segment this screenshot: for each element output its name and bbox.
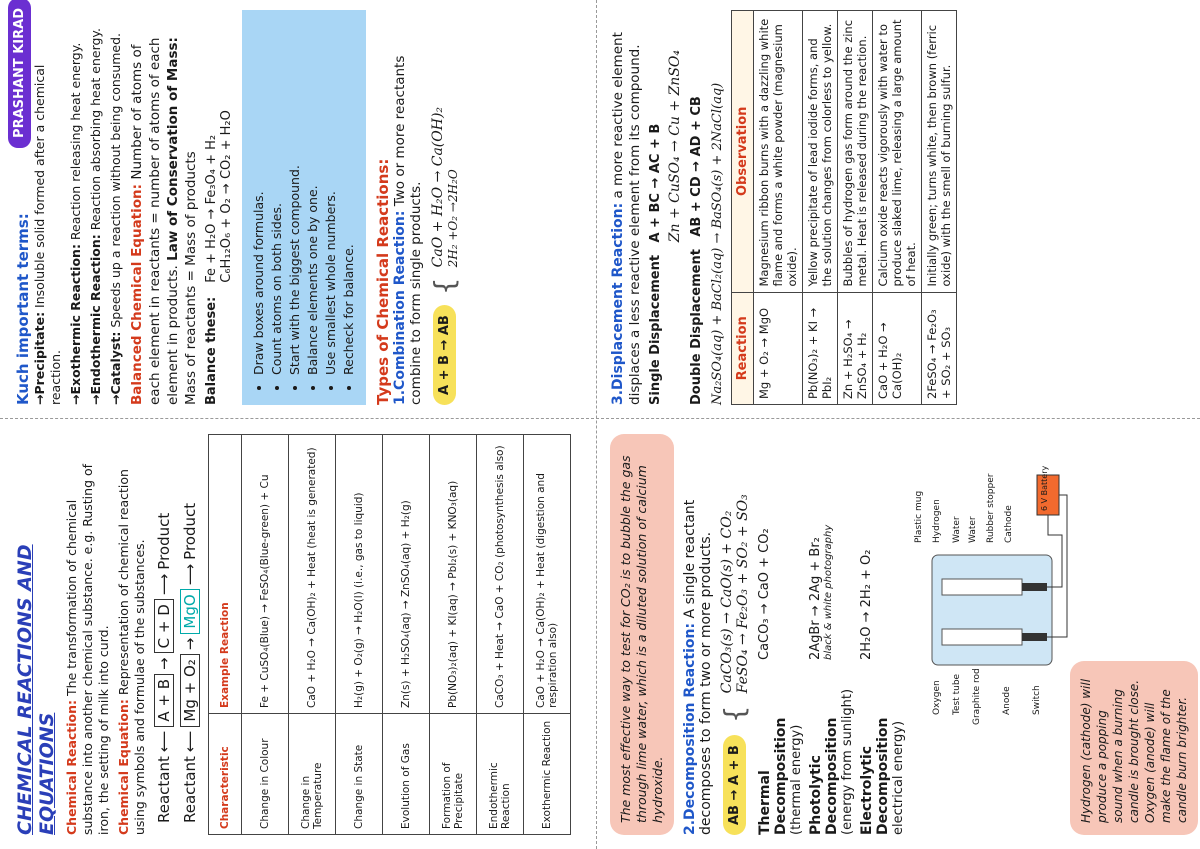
table-cell: CaO + H₂O → Ca(OH)₂: [873, 292, 922, 404]
term-label: →Precipitate:: [32, 311, 47, 405]
term-item: [108, 10, 124, 405]
brace-icon: {: [718, 705, 751, 724]
disp-title: 3.Displacement Reaction:: [610, 202, 626, 405]
balance-eq: C₆H₁₂O₆ + O₂ → CO₂ + H₂O: [219, 110, 234, 283]
flow-generic: [154, 434, 174, 823]
table-row: [922, 11, 957, 405]
horizontal-divider: [596, 0, 597, 849]
term-item: [88, 10, 104, 405]
balance-eq: Fe + H₂O → Fe₃O₄ + H₂: [204, 134, 219, 283]
co2-test-note: The most effective way to test for CO₂ is to bubble the gas through lime water, which is a diluted solution of calcium hydroxide.: [610, 434, 674, 835]
table-cell: Mg + O₂ → MgO: [754, 292, 803, 404]
table-row: [754, 11, 803, 405]
table-cell: H₂(g) + O₂(g) → H₂O(l) (i.e., gas to liquid): [336, 435, 383, 714]
chem-equation-def: [116, 434, 148, 835]
flow-reactant: Reactant: [181, 756, 199, 823]
flow-box-b: MgO: [180, 589, 200, 633]
flow-reactant: Reactant: [155, 756, 173, 823]
page-title: CHEMICAL REACTIONS AND EQUATIONS: [14, 544, 58, 835]
flow-box-a: A + B: [154, 674, 174, 727]
decomp-title: 2.Decomposition Reaction:: [682, 622, 698, 835]
chem-reaction-label: Chemical Reaction:: [64, 699, 79, 835]
table-cell: Magnesium ribbon burns with a dazzling white flame and forms a white powder (magnesium oxide).: [754, 11, 803, 293]
type-name: Thermal Decomposition: [757, 717, 789, 835]
table-row: [289, 435, 336, 835]
comb-pill: A + B → AB: [433, 305, 456, 405]
table-row: [803, 11, 838, 405]
intro-pane: [0, 422, 593, 849]
decomp-def: [682, 434, 714, 835]
decomp-type-eq-wrap: [808, 525, 834, 660]
comb-general: [428, 10, 461, 405]
type-sub: (thermal energy): [789, 724, 804, 835]
table-header: Example Reaction: [209, 435, 242, 714]
double-label: Double Displacement: [689, 249, 704, 405]
single-label: Single Displacement: [648, 254, 663, 405]
table-cell: Formation of Precipitate: [430, 714, 477, 835]
term-label: →Endothermic Reaction:: [88, 234, 103, 405]
observation-table: [731, 10, 957, 405]
arrow-right-icon: ⟶: [181, 563, 199, 586]
decomp-type-name: [757, 660, 804, 835]
flow-product: Product: [181, 502, 199, 560]
table-header: Reaction: [732, 292, 754, 404]
electrolysis-apparatus: [912, 434, 1082, 835]
label-plastic-mug: Plastic mug: [914, 490, 924, 543]
decomp-text: A single reactant decomposes to form two or more products.: [682, 499, 714, 835]
terms-title: Kuch important terms:: [14, 213, 32, 405]
table-row: [336, 435, 383, 835]
balancing-tips: [242, 10, 366, 405]
table-cell: CaCO₃ + Heat → CaO + CO₂ (photosynthesis also): [477, 435, 524, 714]
tip-item: • Start with the biggest compound.: [286, 22, 304, 375]
table-row: [524, 435, 571, 835]
type-name: Photolytic Decomposition: [808, 717, 840, 835]
single-example: Zn + CuSO₄ → Cu + ZnSO₄: [667, 50, 683, 243]
table-cell: Initially green; turns white, then brown (ferric oxide) with the smell of burning sulfur.: [922, 11, 957, 293]
arrow-right-icon: ⟶: [155, 573, 173, 596]
law-text: Mass of reactants = Mass of products: [183, 151, 199, 405]
comb-title: 1.Combination Reaction:: [392, 210, 408, 405]
electrolysis-note: Hydrogen (cathode) will produce a popping sound when a burning candle is brought close. Oxygen (anode) will make the flame of the candle burn brighter.: [1070, 661, 1198, 835]
table-header-row: [732, 11, 754, 405]
arrow-right-icon: →: [181, 637, 199, 651]
arrow-left-icon: ⟵: [155, 730, 173, 753]
term-label: →Catalyst:: [108, 331, 123, 405]
balance-these-label: Balance these:: [204, 296, 219, 405]
comb-eq: 2H₂ +O₂ →2H₂O: [445, 169, 460, 268]
table-cell: Change in State: [336, 714, 383, 835]
comb-examples: [430, 107, 460, 267]
arrow-left-icon: ⟵: [181, 730, 199, 753]
term-text: Reaction absorbing heat energy.: [88, 27, 103, 231]
table-cell: Change in Temperature: [289, 714, 336, 835]
test-tube-left: [942, 629, 1022, 645]
electrolysis-diagram: [912, 435, 1082, 835]
chem-reaction-def: [64, 434, 112, 835]
decomp-type-thermal: [757, 434, 804, 835]
table-header: Observation: [732, 11, 754, 293]
displacement-pane: [600, 0, 1200, 415]
double-disp: [689, 10, 704, 405]
term-text: Insoluble solid formed after a chemical reaction.: [32, 64, 63, 405]
disp-def: [610, 10, 644, 405]
tip-item: • Recheck for balance.: [340, 22, 358, 375]
table-cell: Evolution of Gas: [383, 714, 430, 835]
term-item: [68, 10, 84, 405]
tip-item: • Draw boxes around formulas.: [250, 22, 268, 375]
type-sub: electrical energy): [891, 720, 906, 835]
double-example: Na₂SO₄(aq) + BaCl₂(aq) → BaSO₄(s) + 2NaCl(aq): [710, 82, 725, 405]
label-battery: 6 V Battery: [1040, 465, 1049, 511]
label-rubber-stopper: Rubber stopper: [986, 473, 996, 543]
label-anode: Anode: [1002, 686, 1012, 715]
table-cell: Fe + CuSO₄(Blue) → FeSO₄(Blue-green) + Cu: [242, 435, 289, 714]
tip-item: • Count atoms on both sides.: [268, 22, 286, 375]
table-cell: CaO + H₂O → Ca(OH)₂ + Heat (digestion and respiration also): [524, 435, 571, 714]
table-cell: Calcium oxide reacts vigorously with water to produce slaked lime, releasing a large amount of heat.: [873, 11, 922, 293]
table-cell: Zn(s) + H₂SO₄(aq) → ZnSO₄(aq) + H₂(g): [383, 435, 430, 714]
label-water: Water: [968, 516, 978, 543]
table-header-row: [209, 435, 242, 835]
decomp-type-note: black & white photography: [823, 524, 834, 660]
single-disp: [648, 10, 663, 405]
table-row: [477, 435, 524, 835]
label-hydrogen: Hydrogen: [932, 499, 942, 543]
decomp-type-name: [808, 660, 855, 835]
test-tube-right: [942, 579, 1022, 595]
term-text: Reaction releasing heat energy.: [68, 42, 83, 241]
table-cell: Endothermic Reaction: [477, 714, 524, 835]
arrow-right-icon: →: [155, 657, 173, 670]
label-oxygen: Oxygen: [932, 680, 942, 715]
terms-pane: [0, 0, 593, 415]
decomp-eq2: FeSO₄ → Fe₂O₃ + SO₂ + SO₃: [734, 494, 751, 694]
flow-box-b: C + D: [154, 599, 174, 653]
double-eq: AB + CD → AD + CB: [689, 96, 704, 237]
decomp-eq1: CaCO₃(s) → CaO(s) + CO₂: [718, 510, 735, 694]
author-badge: PRASHANT KIRAD: [8, 0, 31, 148]
label-water: Water: [952, 516, 962, 543]
vertical-divider: [0, 418, 1200, 419]
table-cell: Pb(NO₃)₂ + KI → PbI₂: [803, 292, 838, 404]
table-row: [873, 11, 922, 405]
term-item: [32, 10, 64, 405]
comb-eq: CaO + H₂O → Ca(OH)₂: [429, 106, 446, 268]
disp-text: a more reactive element displaces a less reactive element from its compound.: [610, 32, 643, 405]
table-cell: Pb(NO₃)₂(aq) + KI(aq) → PbI₂(s) + KNO₃(aq): [430, 435, 477, 714]
type-name: Electrolytic Decomposition: [859, 717, 891, 835]
tip-item: • Use smallest whole numbers.: [322, 22, 340, 375]
tip-item: • Balance elements one by one.: [304, 22, 322, 375]
comb-def: [392, 10, 424, 405]
table-cell: Exothermic Reaction: [524, 714, 571, 835]
balance-eqs: [204, 110, 234, 283]
decomp-type-name: [859, 660, 906, 835]
flow-product: Product: [155, 512, 173, 570]
label-test-tube: Test tube: [952, 673, 962, 715]
label-cathode: Cathode: [1004, 505, 1014, 543]
table-cell: Zn + H₂SO₄ → ZnSO₄ + H₂: [838, 292, 873, 404]
decomp-type-eq: 2H₂O → 2H₂ + O₂: [859, 549, 874, 660]
label-graphite-rod: Graphite rod: [972, 668, 982, 725]
label-switch: Switch: [1032, 685, 1042, 715]
table-row: [383, 435, 430, 835]
term-label: →Exothermic Reaction:: [68, 244, 83, 405]
table-cell: 2FeSO₄ → Fe₂O₃ + SO₂ + SO₃: [922, 292, 957, 404]
balance-these: [204, 10, 234, 405]
cathode-rod: [1022, 583, 1047, 591]
decomp-type-electrolytic: [859, 434, 906, 835]
decomp-pill: AB → A + B: [723, 735, 746, 835]
types-title: Types of Chemical Reactions:: [374, 158, 392, 405]
table-cell: Bubbles of hydrogen gas form around the zinc metal. Heat is released during the reaction.: [838, 11, 873, 293]
table-row: [242, 435, 289, 835]
decomp-type-eq: 2AgBr → 2Ag + Br₂: [808, 537, 823, 660]
law-label: Law of Conservation of Mass:: [165, 37, 181, 261]
type-sub: (energy from sunlight): [840, 688, 855, 835]
tips-list: [250, 22, 358, 393]
table-cell: Yellow precipitate of lead iodide forms, and the solution changes from colorless to yellow.: [803, 11, 838, 293]
brace-icon: {: [428, 277, 461, 296]
comb-text: Two or more reactants combine to form single products.: [392, 55, 424, 405]
table-cell: Change in Colour: [242, 714, 289, 835]
balanced-def: [128, 10, 200, 405]
table-cell: CaO + H₂O → Ca(OH)₂ + Heat (heat is generated): [289, 435, 336, 714]
anode-rod: [1022, 633, 1047, 641]
characteristics-table: [208, 434, 571, 835]
decomp-general: [718, 434, 751, 835]
table-row: [838, 11, 873, 405]
mug-shape: [932, 555, 1052, 665]
table-header: Characteristic: [209, 714, 242, 835]
chem-equation-text: Representation of chemical reaction using symbols and formulae of the substances.: [116, 469, 147, 835]
table-row: [430, 435, 477, 835]
decomp-type-photolytic: [808, 434, 855, 835]
chem-reaction-text: The transformation of chemical substance into another chemical substance. e.g. Rusting of iron, the setting of milk into curd.: [64, 463, 111, 835]
term-text: Speeds up a reaction without being consumed.: [108, 32, 123, 328]
balanced-label: Balanced Chemical Equation:: [129, 183, 145, 405]
flow-example: [180, 434, 200, 823]
chem-equation-label: Chemical Equation:: [116, 699, 131, 835]
single-eq: A + BC → AC + B: [648, 123, 663, 243]
decomposition-pane: [600, 422, 1200, 849]
decomp-examples: [719, 494, 751, 693]
flow-box-a: Mg + O₂: [180, 654, 200, 726]
balanced-text: Number of atoms of each element in reactants = number of atoms of each element in products.: [129, 37, 181, 405]
decomp-type-eq: CaCO₃ → CaO + CO₂: [757, 528, 772, 660]
